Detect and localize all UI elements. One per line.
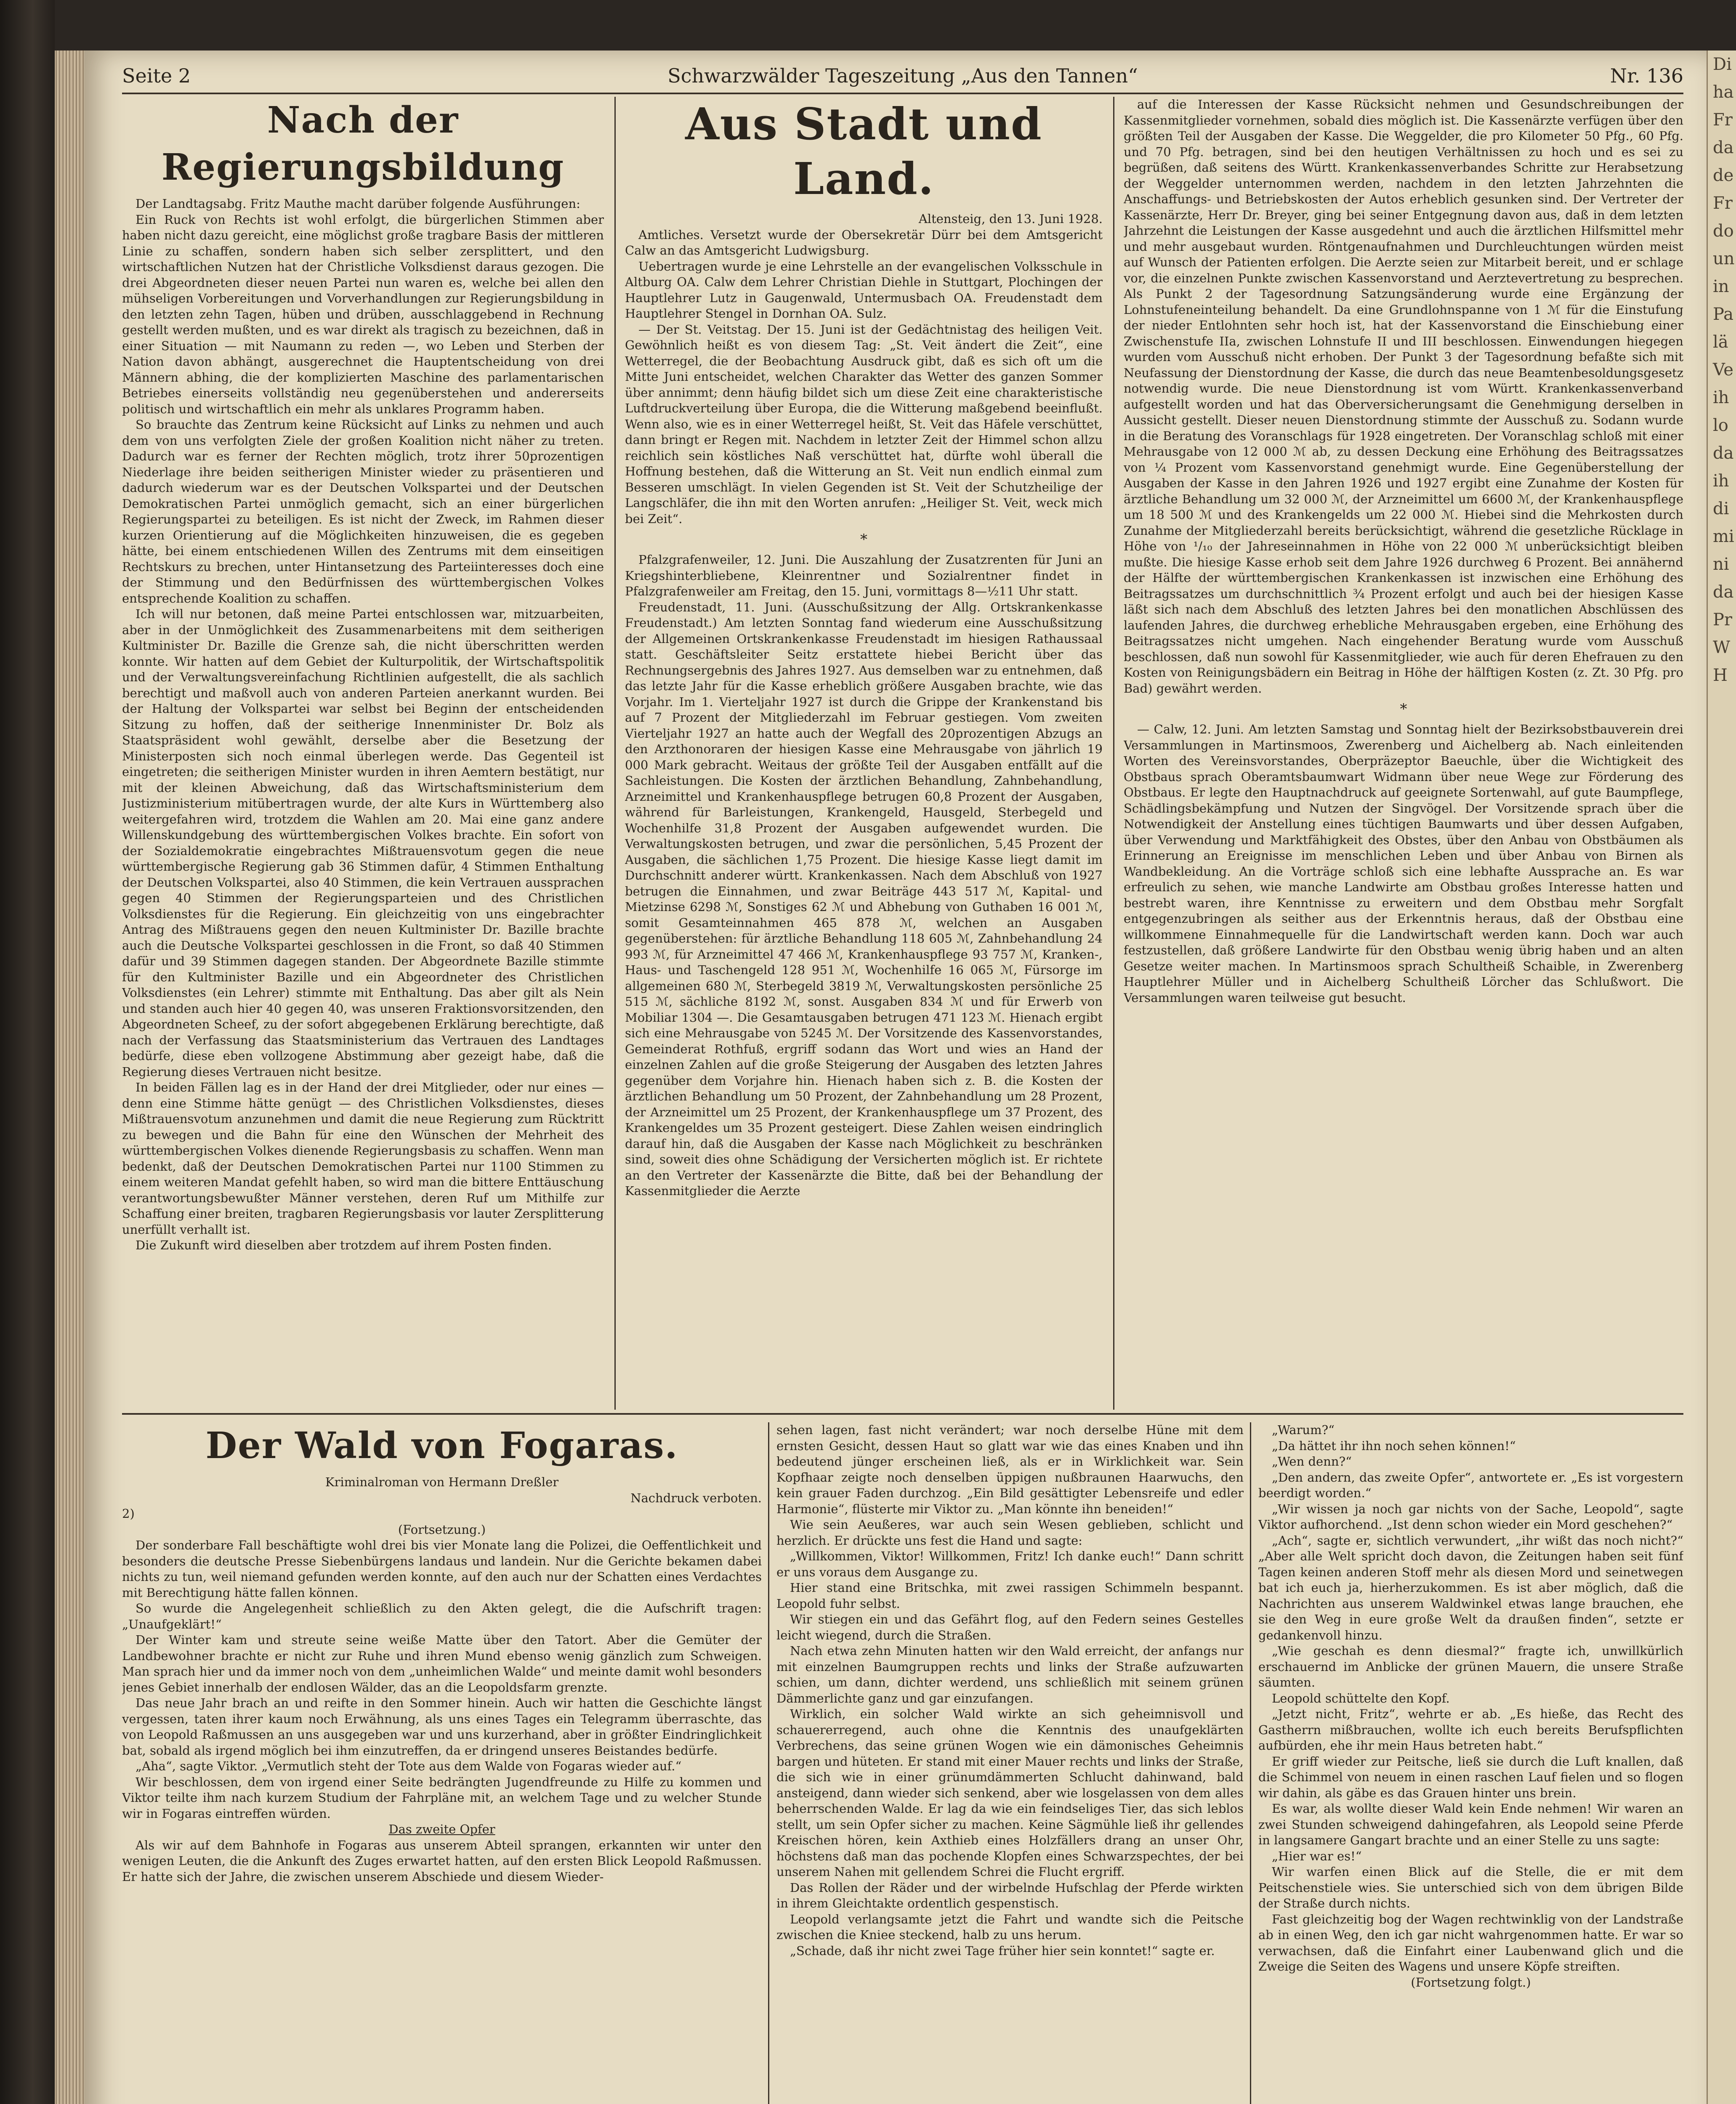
masthead bbox=[122, 59, 1683, 94]
paper-name: Schwarzwälder Tageszeitung „Aus den Tannen“ bbox=[667, 64, 1138, 87]
paragraph: Uebertragen wurde je eine Lehrstelle an der evangelischen Volksschule in Altburg OA. Calw dem Lehrer Christian Diehle in Stuttgart, Plochingen der Hauptlehrer Lutz in Gaugenwald, Untermusbach OA. Freudenstadt dem Hauptlehrer Stengel in Dornhan OA. Sulz. bbox=[625, 259, 1103, 321]
adjacent-fragment: da bbox=[1713, 138, 1734, 157]
column-rule bbox=[1250, 1422, 1251, 2104]
adjacent-fragment: da bbox=[1713, 444, 1734, 463]
adjacent-page-edge bbox=[1707, 50, 1736, 2104]
adjacent-fragment: Di bbox=[1713, 55, 1732, 74]
paragraph: Er griff wieder zur Peitsche, ließ sie durch die Luft knallen, daß die Schimmel von neuem in einen raschen Lauf fielen und so flogen wir dahin, als gäbe es das Grauen hinter uns brein. bbox=[1258, 1754, 1683, 1800]
novel-column-c bbox=[1258, 1422, 1683, 2104]
paragraph: Das neue Jahr brach an und reifte in den Sommer hinein. Auch wir hatten die Geschichte längst vergessen, taten ihrer kaum noch Erwähnung, als uns eines Tages ein Telegramm überraschte, das von Leopold Raßmussen an uns ausgegeben war und uns kurzerhand, aber in größter Eindringlichkeit bat, sobald als irgend möglich bei ihm einzutreffen, da er dringend unseres Beistandes bedürfe. bbox=[122, 1696, 762, 1758]
section-separator: * bbox=[1400, 701, 1407, 717]
paragraph: Ein Ruck von Rechts ist wohl erfolgt, die bürgerlichen Stimmen aber haben nicht dazu gereicht, eine möglichst große tragbare Basis der mittleren Linie zu schaffen, sondern haben sich selber zersplittert, und den wirtschaftlichen Nutzen hat der Christliche Volksdienst daraus gezogen. Die drei Abgeordneten dieser neuen Partei nun waren es, welche bei allen den mühseligen Vorbereitungen und Vorverhandlungen zur Regierungsbildung in den letzten zehn Tagen, hüben und drüben, ausschlaggebend in Rechnung gestellt werden mußten, und es war direkt als tragisch zu bezeichnen, daß in einer Situation — mit Naumann zu reden —, wo Leben und Sterben der Nation davon abhängt, ausgerechnet die Hauptentscheidung von drei Männern abhing, die der komplizierten Maschine des parlamentarischen Betriebes einerseits vollständig neu gegenüberstehen und andererseits politisch und wirtschaftlich ein mehr als unklares Programm haben. bbox=[122, 212, 604, 416]
copyright-notice: Nachdruck verboten. bbox=[630, 1490, 762, 1505]
paragraph: So wurde die Angelegenheit schließlich zu den Akten gelegt, die die Aufschrift tragen: „Unaufgeklärt!“ bbox=[122, 1601, 762, 1631]
page-label: Seite 2 bbox=[122, 64, 191, 87]
section-title: Das zweite Opfer bbox=[388, 1822, 495, 1836]
adjacent-fragment: Fr bbox=[1713, 110, 1733, 130]
paragraph: Hier stand eine Britschka, mit zwei rassigen Schimmeln bespannt. Leopold fuhr selbst. bbox=[776, 1581, 1244, 1611]
adjacent-fragment: un bbox=[1713, 249, 1735, 268]
paragraph: sehen lagen, fast nicht verändert; war noch derselbe Hüne mit dem ernsten Gesicht, dessen Haut so glatt war wie das eines Knaben und ihn bedeutend jünger erscheinen ließ, als er in Wirklichkeit war. Sein Kopfhaar zeigte noch denselben üppigen nußbraunen Haarwuchs, den kein grauer Faden durchzog. „Ein Bild gesättigter Lebensreife und edler Harmonie“, flüsterte mir Viktor zu. „Man könnte ihn beneiden!“ bbox=[776, 1423, 1244, 1516]
paragraph: Als wir auf dem Bahnhofe in Fogaras aus unserem Abteil sprangen, erkannten wir unter den wenigen Leuten, die die Ankunft des Zuges erwartet hatten, auf den ersten Blick Leopold Raßmussen. Er hatte sich der Jahre, die zwischen unserem Abschiede und diesem Wieder- bbox=[122, 1838, 762, 1884]
adjacent-fragment: de bbox=[1713, 166, 1734, 185]
paragraph: „Aha“, sagte Viktor. „Vermutlich steht der Tote aus dem Walde von Fogaras wieder auf.“ bbox=[136, 1759, 682, 1773]
paragraph: Der Landtagsabg. Fritz Mauthe macht darüber folgende Ausführungen: bbox=[136, 197, 580, 211]
paragraph: Wirklich, ein solcher Wald wirkte an sich geheimnisvoll und schauererregend, auch ohne die Kenntnis des unaufgeklärten Verbrechens, das seine grünen Wogen wie ein dämonisches Geheimnis bargen und hüteten. Er stand mit einer Mauer rechts und links der Straße, die sich wie in einer grünumdämmerten Schlucht dahinwand, bald ansteigend, dann wieder sich senkend, aber wie losgelassen von dem alles beherrschenden Walde. Er lag da wie ein feindseliges Tier, das sich leblos stellt, um sein Opfer sicher zu machen. Keine Sägmühle ließ ihr gellendes Kreischen hören, kein Axthieb eines Holzfällers drang an unser Ohr, höchstens daß man das pochende Klopfen eines Schwarzspechtes, der bei unserem Nahen mit gellendem Schrei die Flucht ergriff. bbox=[776, 1707, 1244, 1879]
adjacent-fragment: ha bbox=[1713, 82, 1734, 102]
adjacent-fragment: di bbox=[1713, 499, 1729, 518]
paragraph: Leopold schüttelte den Kopf. bbox=[1272, 1691, 1450, 1706]
headline-aus-stadt-und-land: Aus Stadt und Land. bbox=[685, 98, 1042, 205]
stacked-page-edges bbox=[55, 50, 84, 2104]
paragraph: „Schade, daß ihr nicht zwei Tage früher hier sein konntet!“ sagte er. bbox=[790, 1943, 1215, 1958]
paragraph: Wir warfen einen Blick auf die Stelle, die er mit dem Peitschenstiele wies. Sie unterschied sich von dem übrigen Bilde der Straße durch nichts. bbox=[1258, 1865, 1683, 1910]
paragraph: „Hier war es!“ bbox=[1272, 1849, 1362, 1863]
adjacent-fragment: Pa bbox=[1713, 305, 1733, 324]
column-rule bbox=[614, 97, 616, 1410]
paragraph: Ich will nur betonen, daß meine Partei entschlossen war, mitzuarbeiten, aber in der Unmöglichkeit des Zusammenarbeitens mit dem seitherigen Kultminister Dr. Bazille die Grenze sah, die nicht überschritten werden konnte. Wir hatten auf dem Gebiet der Kulturpolitik, der Wirtschaftspolitik und der Verwaltungsvereinfachung Richtlinien aufgestellt, die als sachlich berechtigt und maßvoll auch von anderen Parteien anerkannt wurden. Bei der Haltung der Volkspartei war selbst bei Beginn der entscheidenden Sitzung zu hoffen, daß der seitherige Innenminister Dr. Bolz als Staatspräsident wohl gewählt, derselbe aber die Besetzung der Ministerposten sich noch einmal überlegen werde. Das Gegenteil ist eingetreten; die seitherigen Minister wurden in ihren Aemtern bestätigt, nur mit der kleinen Abweichung, daß das Wirtschaftsministerium dem Justizministerium mitübertragen wurde, der alte Kurs in Württemberg also weitergefahren wird, trotzdem die Wahlen am 20. Mai eine ganz andere Willenskundgebung des württembergischen Volkes brachte. Ein sofort von der Sozialdemokratie eingebrachtes Mißtrauensvotum gegen die neue württembergische Regierung gab 36 Stimmen dafür, 4 Stimmen Enthaltung der Deutschen Volkspartei, also 40 Stimmen, die kein Vertrauen aussprachen gegen 40 Stimmen der Regierungsparteien und des Christlichen Volksdienstes für die Regierung. Ein gleichzeitig von uns eingebrachter Antrag des Mißtrauens gegen den neuen Kultminister Dr. Bazille brachte auch die Deutsche Volkspartei geschlossen in die Front, so daß 40 Stimmen dafür und 39 Stimmen dagegen standen. Der Abgeordnete Bazille stimmte für den Kultminister Bazille und ein Abgeordneter des Christlichen Volksdienstes (ein Lehrer) stimmte mit Enthaltung. Das aber gilt als Nein und standen auch hier 40 gegen 40, was unseren Fraktionsvorsitzenden, den Abgeordneten Scheef, zu der sofort abgegebenen Erklärung berechtigte, daß nach der Verfassung das Staatsministerium das Vertrauen des Landtages bedürfe, diese eben vollzogene Abstimmung aber gezeigt habe, daß die Regierung dieses Vertrauen nicht besitze. bbox=[122, 607, 604, 1079]
paragraph: auf die Interessen der Kasse Rücksicht nehmen und Gesundschreibungen der Kassenmitglieder vornehmen, sobald dies möglich ist. Die Kassenärzte verfügen über den größten Teil der Ausgaben der Kasse. Die Weggelder, die pro Kilometer 50 Pfg., 60 Pfg. und 70 Pfg. betragen, sind bei den heutigen Verhältnissen zu hoch und es sei zu begrüßen, daß seitens des Württ. Krankenkassenverbandes Schritte zur Herabsetzung der Weggelder unternommen werden, nachdem in den letzten Jahrzehnten die Anschaffungs- und Betriebskosten der Autos erheblich gesunken sind. Der Vertreter der Kassenärzte, Herr Dr. Breyer, ging bei seiner Entgegnung davon aus, daß in dem letzten Jahrzehnt die Leistungen der Kasse ausgedehnt und auch die ärztlichen Hilfsmittel mehr und mehr ausgebaut wurden. Röntgenaufnahmen und Durchleuchtungen würden meist auf Wunsch der Patienten erfolgen. Die Aerzte seien zur Mitarbeit bereit, und er schlage vor, die einzelnen Punkte zwischen Kassenvorstand und Aerztevertretung zu besprechen. Als Punkt 2 der Tagesordnung Satzungsänderung wurde eine Ergänzung der Lohnstufeneinteilung behandelt. Da eine Grundlohnspanne von 1 ℳ für die Einstufung der nieder Entlohnten sehr hoch ist, hat der Kassenvorstand die Einschiebung einer Zwischenstufe IIa, zwischen Lohnstufe II und III beschlossen. Einwendungen hiegegen wurden vom Ausschuß nicht erhoben. Der Punkt 3 der Tagesordnung befaßte sich mit Neufassung der Dienstordnung der Kasse, die durch das neue Beamtenbesoldungsgesetz notwendig wurde. Die neue Dienstordnung ist vom Württ. Krankenkassenverband aufgestellt worden und hat das Oberversicherungsamt die Genehmigung derselben in Aussicht gestellt. Dieser neuen Dienstordnung stimmte der Ausschuß zu. Sodann wurde in die Beratung des Voranschlags für 1928 eingetreten. Der Voranschlag schloß mit einer Mehrausgabe von 12 000 ℳ ab, zu dessen Deckung eine Erhöhung des Beitragssatzes von ¼ Prozent vom Kassenvorstand genehmigt wurde. Eine Gegenüberstellung der Ausgaben der Kasse in den Jahren 1926 und 1927 ergibt eine Zunahme der Kosten für ärztliche Behandlung um 32 000 ℳ, der Arzneimittel um 6600 ℳ, der Krankenhauspflege um 18 500 ℳ und des Krankengelds um 22 000 ℳ. Hiebei sind die Mehrkosten durch Zunahme der Mitgliederzahl bereits berücksichtigt, während die gesetzliche Rücklage in Höhe von ¹/₁₀ der Jahreseinnahmen in Höhe von 22 000 ℳ unberücksichtigt bleiben mußte. Die hiesige Kasse erhob seit dem Jahre 1926 durchweg 6 Prozent. Bei annähernd der Hälfte der württembergischen Krankenkassen ist inzwischen eine Erhöhung des Beitragssatzes um durchschnittlich ¾ Prozent erfolgt und auch bei der hiesigen Kasse läßt sich nach dem Abschluß des letzten Jahres bei den monatlichen Abschlüssen des laufenden Jahres, die durchweg erhebliche Mehrausgaben ergeben, eine Erhöhung des Beitragssatzes nicht umgehen. Nach eingehender Beratung wurde vom Ausschuß beschlossen, daß nun sowohl für Kassenmitglieder, wie auch für deren Ehefrauen zu den Kosten von Reinigungsbädern ein Beitrag in Höhe der hälftigen Kosten (z. Zt. 30 Pfg. pro Bad) gewährt werden. bbox=[1124, 97, 1683, 696]
paragraph: Nach etwa zehn Minuten hatten wir den Wald erreicht, der anfangs nur mit einzelnen Baumgruppen rechts und links der Straße aufzuwarten schien, um dann, dichter werdend, uns schließlich mit seinem grünen Dämmerlichte ganz und gar einzufangen. bbox=[776, 1644, 1244, 1706]
horizontal-rule bbox=[122, 1413, 1683, 1415]
to-be-continued: (Fortsetzung folgt.) bbox=[1411, 1975, 1531, 1990]
section-separator: * bbox=[860, 531, 867, 548]
paragraph: Das Rollen der Räder und der wirbelnde Hufschlag der Pferde wirkten in ihrem Gleichtakte ordentlich gespenstisch. bbox=[776, 1880, 1244, 1910]
paragraph: „Wir wissen ja noch gar nichts von der Sache, Leopold“, sagte Viktor aufhorchend. „Ist denn schon wieder ein Mord geschehen?“ bbox=[1258, 1501, 1683, 1532]
article-aus-stadt-und-land bbox=[625, 97, 1103, 1408]
adjacent-fragment: H bbox=[1713, 666, 1728, 685]
paragraph: „Jetzt nicht, Fritz“, wehrte er ab. „Es hieße, das Recht des Gastherrn mißbrauchen, wollte ich euch bereits Berufspflichten aufbürden, ehe ihr mein Haus betreten habt.“ bbox=[1258, 1707, 1683, 1753]
paragraph: „Ach“, sagte er, sichtlich verwundert, „ihr wißt das noch nicht?“ „Aber alle Welt spricht doch davon, die Zeitungen haben seit fünf Tagen keinen anderen Stoff mehr als diesen Mord und seinetwegen bat ich euch ja, hierherzukommen. Es ist aber möglich, daß die Nachrichten aus unserem Waldwinkel etwas lange brauchen, ehe sie den Weg in eure große Welt da draußen finden“, setzte er gedankenvoll hinzu. bbox=[1258, 1533, 1683, 1642]
adjacent-fragment: Pr bbox=[1713, 610, 1733, 630]
paragraph: — Der St. Veitstag. Der 15. Juni ist der Gedächtnistag des heiligen Veit. Gewöhnlich heißt es von diesem Tag: „St. Veit ändert die Zeit“, eine Wetterregel, die der Beobachtung Ausdruck gibt, daß es sich oft um die Mitte Juni entscheidet, welchen Charakter das Wetter des ganzen Sommer über annimmt; denn häufig bildet sich um diese Zeit eine charakteristische Luftdruckverteilung über Europa, die die Witterung maßgebend beeinflußt. Wenn also, wie es in einer Wetterregel heißt, St. Veit das Häfele verschüttet, dann bringt er Regen mit. Nachdem in letzter Zeit der Himmel schon allzu reichlich sein köstliches Naß verschüttet hat, dürfte wohl überall die Hoffnung bestehen, daß die Witterung an St. Veit nun endlich einmal zum Besseren umschlägt. In vielen Gegenden ist St. Veit der Schutzheilige der Langschläfer, die ihn mit den Worten anrufen: „Heiliger St. Veit, weck mich bei Zeit“. bbox=[625, 322, 1103, 526]
adjacent-fragment: in bbox=[1713, 277, 1729, 296]
paragraph: Amtliches. Versetzt wurde der Obersekretär Dürr bei dem Amtsgericht Calw an das Amtsgericht Ludwigsburg. bbox=[625, 227, 1103, 258]
article-continued-and-calw bbox=[1124, 97, 1683, 1408]
novel-headline: Der Wald von Fogaras. bbox=[205, 1424, 678, 1467]
paragraph: Wir stiegen ein und das Gefährt flog, auf den Federn seines Gestelles leicht wiegend, durch die Straßen. bbox=[776, 1612, 1244, 1642]
column-rule bbox=[768, 1422, 769, 2104]
adjacent-fragment: ih bbox=[1713, 471, 1729, 491]
paragraph: Der Winter kam und streute seine weiße Matte über den Tatort. Aber die Gemüter der Landbewohner brachte er nicht zur Ruhe und ihren Mund ebenso wenig gänzlich zum Schweigen. Man sprach hier und da immer noch von dem „unheimlichen Walde“ und meinte damit wohl besonders jenes Gebiet innerhalb der endlosen Wälder, das an die Leopoldsfarm grenzte. bbox=[122, 1633, 762, 1695]
adjacent-fragment: lo bbox=[1713, 416, 1728, 435]
adjacent-fragment: da bbox=[1713, 582, 1734, 602]
installment-number: 2) bbox=[122, 1506, 135, 1521]
paragraph: „Warum?“ bbox=[1272, 1423, 1335, 1437]
column-rule bbox=[1113, 97, 1114, 1410]
paragraph: „Wie geschah es denn diesmal?“ fragte ich, unwillkürlich erschauernd im Anblicke der grünen Mauern, die unsere Straße säumten. bbox=[1258, 1644, 1683, 1690]
adjacent-fragment: ni bbox=[1713, 555, 1729, 574]
article-regierungsbildung bbox=[122, 97, 604, 1408]
adjacent-fragment: lä bbox=[1713, 332, 1728, 352]
novel-column-a bbox=[122, 1422, 762, 2104]
paragraph: „Da hättet ihr ihn noch sehen können!“ bbox=[1272, 1438, 1516, 1453]
issue-number: Nr. 136 bbox=[1610, 64, 1683, 87]
paragraph: Wir beschlossen, dem von irgend einer Seite bedrängten Jugendfreunde zu Hilfe zu kommen und Viktor teilte ihm nach kurzem Studium der Fahrpläne mit, an welchem Tage und zu welcher Stunde wir in Fogaras eintreffen würden. bbox=[122, 1775, 762, 1821]
paragraph: Die Zukunft wird dieselben aber trotzdem auf ihrem Posten finden. bbox=[136, 1238, 552, 1252]
paragraph: „Willkommen, Viktor! Willkommen, Fritz! Ich danke euch!“ Dann schritt er uns voraus dem Ausgange zu. bbox=[776, 1549, 1244, 1579]
book-binding bbox=[0, 0, 55, 2104]
paragraph: Freudenstadt, 11. Juni. (Ausschußsitzung der Allg. Ortskrankenkasse Freudenstadt.) Am letzten Sonntag fand wiederum eine Ausschußsitzung der Allgemeinen Ortskrankenkasse Freudenstadt im hiesigen Rathaussaal statt. Geschäftsleiter Seitz erstattete hiebei Bericht über das Rechnungsergebnis des Jahres 1927. Aus demselben war zu entnehmen, daß das letzte Jahr für die Kasse erheblich größere Ausgaben brachte, wie das Vorjahr. Im 1. Vierteljahr 1927 ist durch die Grippe der Krankenstand bis auf 7 Prozent der Mitgliederzahl im Februar gestiegen. Vom zweiten Vierteljahr 1927 an hatte auch der Wegfall des 20prozentigen Abzugs an den Arzthonoraren der hiesigen Kasse eine Mehrausgabe von jährlich 19 000 Mark gebracht. Weitaus der größte Teil der Ausgaben entfällt auf die Sachleistungen. Die Kosten der ärztlichen Behandlung, Zahnbehandlung, Arzneimittel und Krankenhauspflege betrugen 60,8 Prozent der Ausgaben, während für Barleistungen, Krankengeld, Hausgeld, Sterbegeld und Wochenhilfe 31,8 Prozent der Ausgaben aufgewendet wurden. Die Verwaltungskosten betrugen, und zwar die persönlichen, 5,45 Prozent der Ausgaben, die sächlichen 1,75 Prozent. Die hiesige Kasse liegt damit im Durchschnitt anderer württ. Krankenkassen. Nach dem Abschluß von 1927 betrugen die Einnahmen, und zwar Beiträge 443 517 ℳ, Kapital- und Mietzinse 6298 ℳ, Sonstiges 62 ℳ und Abhebung von Guthaben 16 001 ℳ, somit Gesamteinnahmen 465 878 ℳ, welchen an Ausgaben gegenüberstehen: für ärztliche Behandlung 118 605 ℳ, Zahnbehandlung 24 993 ℳ, für Arzneimittel 47 466 ℳ, Krankenhauspflege 93 757 ℳ, Kranken-, Haus- und Taschengeld 128 951 ℳ, Wochenhilfe 16 065 ℳ, Fürsorge im allgemeinen 680 ℳ, Sterbegeld 3819 ℳ, Verwaltungskosten persönliche 25 515 ℳ, sächliche 8192 ℳ, sonst. Ausgaben 834 ℳ und für Erwerb von Mobiliar 1304 —. Die Gesamtausgaben betrugen 471 123 ℳ. Hienach ergibt sich eine Mehrausgabe von 5245 ℳ. Der Vorsitzende des Kassenvorstandes, Gemeinderat Rothfuß, ergriff sodann das Wort und wies an Hand der einzelnen Zahlen auf die große Steigerung der Ausgaben des letzten Jahres gegenüber dem Vorjahre hin. Hienach haben sich z. B. die Kosten der ärztlichen Behandlung um 50 Prozent, der Zahnbehandlung um 28 Prozent, der Arzneimittel um 25 Prozent, der Krankenhauspflege um 37 Prozent, des Krankengeldes um 35 Prozent gesteigert. Diese Zahlen weisen eindringlich darauf hin, daß die Ausgaben der Kasse nach Möglichkeit zu beschränken sind, soweit dies ohne Schädigung der Versicherten möglich ist. Er richtete an den Vertreter der Kassenärzte die Bitte, daß bei der Behandlung der Kassenmitglieder die Aerzte bbox=[625, 600, 1103, 1198]
adjacent-fragment: ih bbox=[1713, 388, 1729, 407]
paragraph: Leopold verlangsamte jetzt die Fahrt und wandte sich die Peitsche zwischen die Kniee steckend, halb zu uns herum. bbox=[776, 1912, 1244, 1942]
paragraph: „Wen denn?“ bbox=[1272, 1454, 1352, 1469]
paragraph: Der sonderbare Fall beschäftigte wohl drei bis vier Monate lang die Polizei, die Oeffentlichkeit und besonders die deutsche Presse Siebenbürgens landaus und landein. Nur die Gerichte bekamen dabei nichts zu tun, weil niemand gefunden werden konnte, auf den auch nur der Schatten eines Verdachtes mit Berechtigung hätte fallen können. bbox=[122, 1538, 762, 1600]
paragraph: Pfalzgrafenweiler, 12. Juni. Die Auszahlung der Zusatzrenten für Juni an Kriegshinterbliebene, Kleinrentner und Sozialrentner findet in Pfalzgrafenweiler am Freitag, den 15. Juni, vormittags 8—½11 Uhr statt. bbox=[625, 553, 1103, 598]
adjacent-fragment: Ve bbox=[1713, 360, 1733, 380]
paragraph: Wie sein Aeußeres, war auch sein Wesen geblieben, schlicht und herzlich. Er drückte uns fest die Hand und sagte: bbox=[776, 1517, 1244, 1548]
paragraph: „Den andern, das zweite Opfer“, antwortete er. „Es ist vorgestern beerdigt worden.“ bbox=[1258, 1470, 1683, 1500]
paragraph: Es war, als wollte dieser Wald kein Ende nehmen! Wir waren an zwei Stunden schweigend dahingefahren, als Leopold seine Pferde in langsamere Gangart brachte und an einer Stelle zu uns sagte: bbox=[1258, 1801, 1683, 1847]
paragraph: Fast gleichzeitig bog der Wagen rechtwinklig von der Landstraße ab in einen Weg, den ich gar nicht wahrgenommen hatte. Er war so verwachsen, daß die Einfahrt einer Laubenwand glich und die Zweige die Seiten des Wagens und unsere Köpfe streiften. bbox=[1258, 1912, 1683, 1974]
headline-regierungsbildung: Nach der Regierungsbildung bbox=[161, 99, 565, 189]
adjacent-fragment: do bbox=[1713, 221, 1734, 241]
newspaper-page bbox=[84, 50, 1707, 2104]
continuation-note: (Fortsetzung.) bbox=[398, 1522, 486, 1537]
dateline: Altensteig, den 13. Juni 1928. bbox=[918, 212, 1103, 226]
novel-subtitle: Kriminalroman von Hermann Dreßler bbox=[325, 1475, 559, 1489]
adjacent-fragment: Fr bbox=[1713, 194, 1733, 213]
paragraph: So brauchte das Zentrum keine Rücksicht auf Links zu nehmen und auch dem von uns verfolgten Ziele der großen Koalition nicht näher zu treten. Dadurch war es ferner der Rechten möglich, trotz ihrer 50prozentigen Niederlage ihre beiden seitherigen Minister wieder zu präsentieren und dadurch wiederum war es der Deutschen Volkspartei und der Deutschen Demokratischen Partei unmöglich gemacht, sich an einer bürgerlichen Regierungspartei zu beteiligen. Es ist nicht der Zweck, im Rahmen dieser kurzen Orientierung auf die Möglichkeiten hinzuweisen, die es gegeben hätte, bei einem entschiedenen Willen des Zentrums mit dem einseitigen Rechtskurs zu brechen, unter Hintansetzung des Parteiinteresses doch eine der Stimmung und den Bedürfnissen des württembergischen Volkes entsprechende Koalition zu schaffen. bbox=[122, 417, 604, 606]
novel-column-b bbox=[776, 1422, 1244, 2104]
paragraph: — Calw, 12. Juni. Am letzten Samstag und Sonntag hielt der Bezirksobstbauverein drei Versammlungen in Martinsmoos, Zwerenberg und Aichelberg ab. Nach einleitenden Worten des Vereinsvorstandes, Oberpräzeptor Baeuchle, über die Wichtigkeit des Obstbaus sprach Oberamtsbaumwart Widmann über neue Wege zur Förderung des Obstbaus. Er legte den Hauptnachdruck auf geeignete Sortenwahl, auf gute Baumpflege, Schädlingsbekämpfung und Nutzen der Singvögel. Der Vorsitzende sprach über die Notwendigkeit der Anstellung eines tüchtigen Baumwarts und über dessen Aufgaben, über Verwendung und Marktfähigkeit des Obstes, über den Anbau von Obstbäumen als Erinnerung an Ereignisse im menschlichen Leben und über Anbau von Birnen als Wandbekleidung. An die Vorträge schloß sich eine lebhafte Aussprache an. Es war erfreulich zu sehen, wie manche Landwirte am Obstbau großes Interesse hatten und bestrebt waren, ihre Kenntnisse zu erweitern und dem Obstbau mehr Sorgfalt entgegenzubringen als seither aus der Erkenntnis heraus, daß der Obstbau eine willkommene Einnahmequelle für die Landwirtschaft werden kann. Doch war auch festzustellen, daß größere Landwirte für den Obstbau wenig übrig haben und an alten Gesetze weiter machen. In Martinsmoos sprach Schultheiß Schaible, in Zwerenberg Hauptlehrer Müller und in Aichelberg Schultheiß Lörcher das Schlußwort. Die Versammlungen waren teilweise gut besucht. bbox=[1124, 722, 1683, 1005]
paragraph: In beiden Fällen lag es in der Hand der drei Mitglieder, oder nur eines — denn eine Stimme hätte genügt — des Christlichen Volksdienstes, dieses Mißtrauensvotum anzunehmen und damit die neue Regierung zum Rücktritt zu bewegen und die Bahn für eine den Wünschen der Mehrheit des württembergischen Volkes dienende Regierungsbasis zu schaffen. Wenn man bedenkt, daß der Deutschen Demokratischen Partei nur 1100 Stimmen zu einem weiteren Mandat gefehlt haben, so wird man die bittere Enttäuschung verantwortungsbewußter Männer verstehen, deren Ruf um Mithilfe zur Schaffung einer breiten, tragbaren Regierungsbasis vor lauter Zersplitterung unerfüllt verhallt ist. bbox=[122, 1080, 604, 1237]
adjacent-fragment: W bbox=[1713, 638, 1731, 657]
adjacent-fragment: mi bbox=[1713, 527, 1734, 546]
